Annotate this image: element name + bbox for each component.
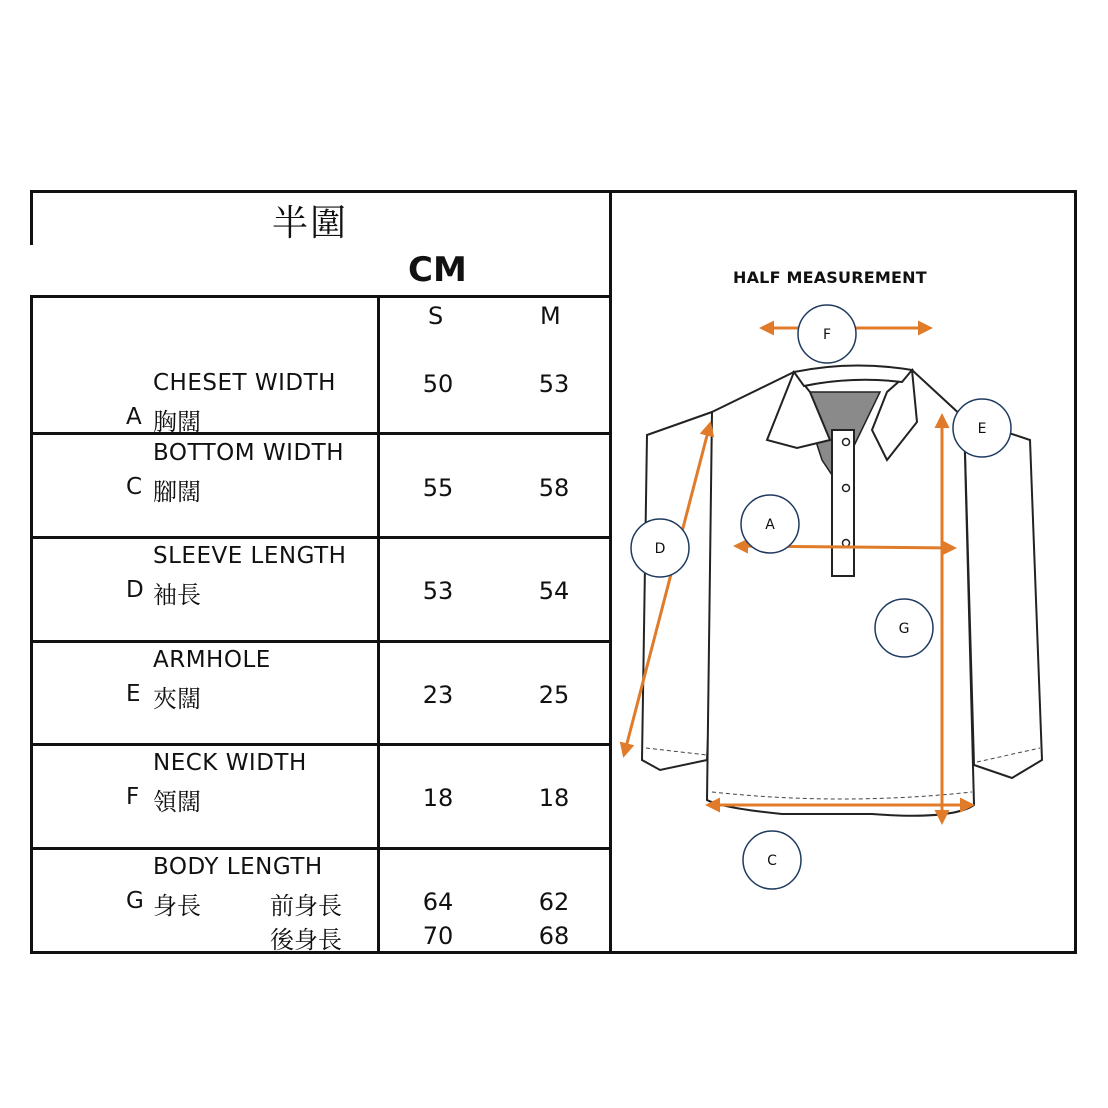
- table-left-border-top: [30, 190, 33, 245]
- marker-d-label: D: [654, 541, 666, 557]
- row-sublabel: 後身長: [270, 926, 342, 954]
- table-left-border: [30, 295, 33, 954]
- table-bottom-border: [30, 951, 1077, 954]
- marker-a-label: A: [765, 517, 775, 533]
- shirt-diagram: [612, 300, 1072, 900]
- row-label-cn: 領闊: [153, 788, 201, 816]
- button-icon: [843, 485, 850, 492]
- value-s: 23: [422, 681, 454, 709]
- row-label-cn: 身長: [153, 892, 201, 920]
- row-label-cn: 夾闊: [153, 685, 201, 713]
- marker-f-label: F: [822, 327, 832, 343]
- row-label-cn: 腳闊: [153, 478, 201, 506]
- value-s: 53: [422, 577, 454, 605]
- row-sublabel: 前身長: [270, 892, 342, 920]
- row-label-en: SLEEVE LENGTH: [153, 543, 347, 569]
- row-letter: E: [126, 681, 141, 707]
- value-s: 70: [422, 922, 454, 950]
- row-label-cn: 袖長: [153, 581, 201, 609]
- value-s: 55: [422, 474, 454, 502]
- marker-e-label: E: [977, 421, 987, 437]
- value-s: 50: [422, 370, 454, 398]
- value-m: 58: [538, 474, 570, 502]
- diagram-title: HALF MEASUREMENT: [733, 268, 927, 287]
- row-letter: D: [126, 577, 144, 603]
- table-right-border: [1074, 190, 1077, 954]
- row-label-en: BOTTOM WIDTH: [153, 440, 345, 466]
- row-divider: [30, 536, 612, 539]
- unit-label: CM: [408, 250, 467, 290]
- row-label-cn: 胸闊: [153, 408, 201, 436]
- row-label-en: BODY LENGTH: [153, 854, 323, 880]
- value-m: 53: [538, 370, 570, 398]
- value-m: 18: [538, 784, 570, 812]
- row-divider: [30, 432, 612, 435]
- row-label-en: CHESET WIDTH: [153, 370, 336, 396]
- placket: [832, 430, 854, 576]
- row-letter: G: [126, 888, 144, 914]
- table-title: 半圍: [272, 203, 349, 244]
- value-m: 68: [538, 922, 570, 950]
- row-letter: F: [126, 784, 140, 810]
- row-label-en: ARMHOLE: [153, 647, 271, 673]
- marker-g-label: G: [898, 621, 910, 637]
- table-column-divider: [377, 295, 380, 954]
- button-icon: [843, 540, 850, 547]
- row-divider: [30, 640, 612, 643]
- row-divider: [30, 295, 612, 298]
- row-label-en: NECK WIDTH: [153, 750, 307, 776]
- value-m: 25: [538, 681, 570, 709]
- row-divider: [30, 847, 612, 850]
- size-header-m: M: [540, 302, 561, 330]
- button-icon: [843, 439, 850, 446]
- value-m: 54: [538, 577, 570, 605]
- table-top-border: [30, 190, 1077, 193]
- row-letter: A: [126, 404, 142, 430]
- row-divider: [30, 743, 612, 746]
- size-header-s: S: [428, 302, 444, 330]
- value-s: 18: [422, 784, 454, 812]
- marker-c-label: C: [767, 853, 777, 869]
- value-s: 64: [422, 888, 454, 916]
- row-letter: C: [126, 474, 143, 500]
- value-m: 62: [538, 888, 570, 916]
